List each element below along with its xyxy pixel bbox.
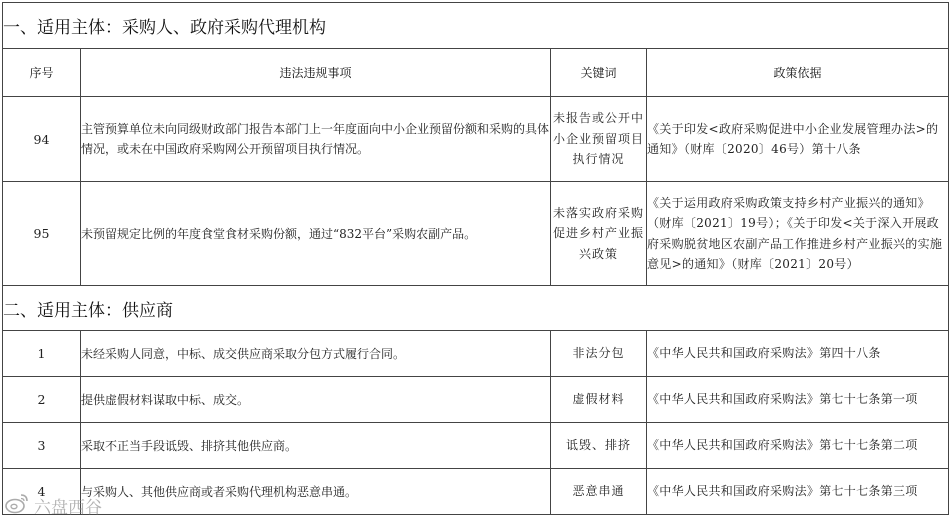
table-row (3, 377, 949, 423)
row-violation: 采取不正当手段诋毁、排挤其他供应商。 (81, 423, 551, 469)
weibo-logo-icon (4, 490, 30, 521)
table-row (3, 423, 949, 469)
row-violation: 未预留规定比例的年度食堂食材采购份额，通过“832平台”采购农副产品。 (81, 182, 551, 286)
row-index: 2 (3, 377, 81, 423)
row-basis: 《关于运用政府采购政策支持乡村产业振兴的通知》（财库〔2021〕19号）；《关于印发<关于深入开展政府采购脱贫地区农副产品工作推进乡村产业振兴的实施意见>的通知》（财库〔2021〕20号） (647, 182, 949, 286)
section1-row (3, 3, 949, 49)
row-violation: 主管预算单位未向同级财政部门报告本部门上一年度面向中小企业预留份额和采购的具体情况，或未在中国政府采购网公开预留项目执行情况。 (81, 97, 551, 182)
row-index: 94 (3, 97, 81, 182)
header-index: 序号 (3, 49, 81, 97)
row-violation: 与采购人、其他供应商或者采购代理机构恶意串通。 (81, 469, 551, 515)
row-index: 3 (3, 423, 81, 469)
row-basis: 《中华人民共和国政府采购法》第七十七条第二项 (647, 423, 949, 469)
row-keyword: 未报告或公开中小企业预留项目执行情况 (551, 97, 647, 182)
row-basis: 《中华人民共和国政府采购法》第四十八条 (647, 331, 949, 377)
row-index: 95 (3, 182, 81, 286)
section1-title: 一、适用主体：采购人、政府采购代理机构 (3, 3, 949, 49)
row-keyword: 恶意串通 (551, 469, 647, 515)
procurement-violations-table (2, 2, 949, 515)
watermark (4, 490, 102, 520)
table-row (3, 331, 949, 377)
row-keyword: 未落实政府采购促进乡村产业振兴政策 (551, 182, 647, 286)
watermark-text: 六盘西谷 (34, 497, 102, 518)
row-violation: 未经采购人同意，中标、成交供应商采取分包方式履行合同。 (81, 331, 551, 377)
header-basis: 政策依据 (647, 49, 949, 97)
row-basis: 《中华人民共和国政府采购法》第七十七条第一项 (647, 377, 949, 423)
row-basis: 《关于印发<政府采购促进中小企业发展管理办法>的通知》（财库〔2020〕46号）第十八条 (647, 97, 949, 182)
header-violation: 违法违规事项 (81, 49, 551, 97)
row-keyword: 诋毁、排挤 (551, 423, 647, 469)
table-row (3, 182, 949, 286)
section2-title: 二、适用主体：供应商 (3, 286, 949, 331)
header-row (3, 49, 949, 97)
row-index: 1 (3, 331, 81, 377)
section2-row (3, 286, 949, 331)
table-row (3, 469, 949, 515)
header-keyword: 关键词 (551, 49, 647, 97)
row-keyword: 非法分包 (551, 331, 647, 377)
row-index: 4 (3, 469, 81, 515)
table-row (3, 97, 949, 182)
row-violation: 提供虚假材料谋取中标、成交。 (81, 377, 551, 423)
row-keyword: 虚假材料 (551, 377, 647, 423)
row-basis: 《中华人民共和国政府采购法》第七十七条第三项 (647, 469, 949, 515)
